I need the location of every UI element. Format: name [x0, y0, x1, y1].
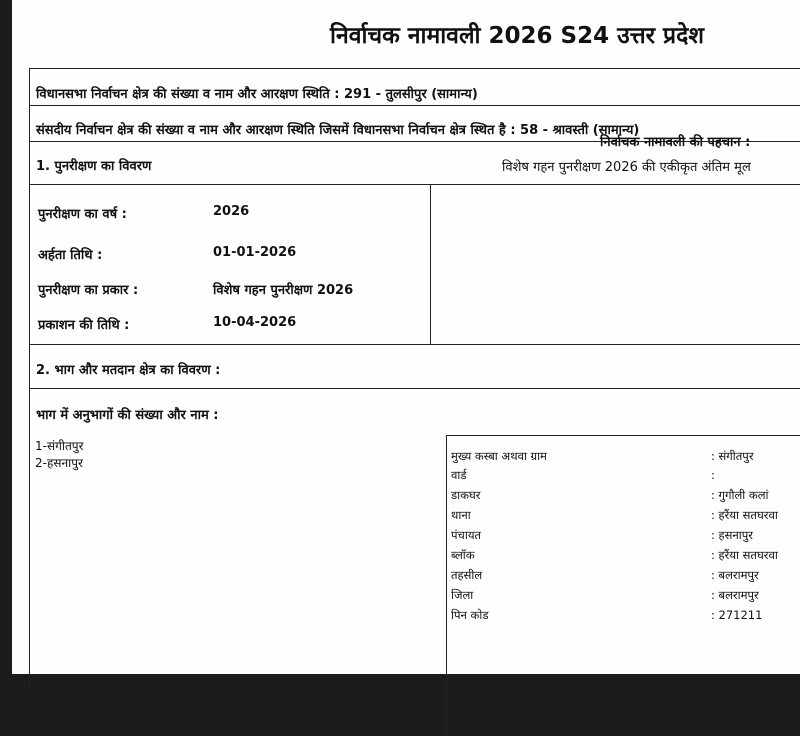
detail-label: थाना	[451, 508, 471, 522]
assembly-constituency-text: विधानसभा निर्वाचन क्षेत्र की संख्या व नाम और आरक्षण स्थिति : 291 - तुलसीपुर (सामान्य)	[36, 87, 478, 102]
detail-value: :	[711, 468, 715, 482]
column-divider	[430, 184, 431, 344]
detail-value: : संगीतपुर	[711, 449, 754, 463]
detail-value: : गुगौली कलां	[711, 488, 769, 502]
revision-type-label: पुनरीक्षण का प्रकार :	[38, 283, 139, 298]
roll-identification-title: निर्वाचक नामावली की पहचान :	[600, 135, 751, 150]
qualifying-date-value: 01-01-2026	[213, 245, 297, 260]
detail-label: ब्लॉक	[451, 548, 475, 562]
polling-area-details	[446, 435, 800, 736]
page-title: निर्वाचक नामावली 2026 S24 उत्तर प्रदेश	[330, 23, 704, 49]
detail-label: मुख्य कस्बा अथवा ग्राम	[451, 449, 547, 463]
divider	[30, 105, 800, 106]
part-heading: 2. भाग और मतदान क्षेत्र का विवरण :	[36, 363, 221, 378]
qualifying-date-label: अर्हता तिथि :	[38, 248, 103, 263]
detail-label: जिला	[451, 588, 474, 602]
detail-label: तहसील	[451, 568, 483, 582]
detail-value: : हरैंया सतघरवा	[711, 508, 778, 522]
sections-list	[35, 438, 84, 472]
detail-value: : हरैंया सतघरवा	[711, 548, 778, 562]
sections-heading: भाग में अनुभागों की संख्या और नाम :	[36, 408, 219, 423]
detail-label: वार्ड	[451, 468, 467, 482]
divider	[30, 344, 800, 345]
revision-year-value: 2026	[213, 204, 250, 219]
divider	[30, 184, 800, 185]
publication-date-value: 10-04-2026	[213, 315, 297, 330]
revision-year-label: पुनरीक्षण का वर्ष :	[38, 207, 127, 222]
revision-heading: 1. पुनरीक्षण का विवरण	[36, 159, 152, 174]
detail-value: : बलरामपुर	[711, 588, 759, 602]
divider	[30, 388, 800, 389]
publication-date-label: प्रकाशन की तिथि :	[38, 318, 130, 333]
parliamentary-constituency-text: संसदीय निर्वाचन क्षेत्र की संख्या व नाम और आरक्षण स्थिति जिसमें विधानसभा निर्वाचन क्षेत्र स्थित है : 58 - श्रावस्ती (सामान्य)	[36, 123, 640, 138]
revision-type-value: विशेष गहन पुनरीक्षण 2026	[213, 283, 354, 298]
document-page	[12, 0, 800, 674]
list-item: 1-संगीतपुर	[35, 439, 84, 453]
list-item: 2-हसनापुर	[35, 456, 83, 470]
detail-value: : बलरामपुर	[711, 568, 759, 582]
detail-label: पिन कोड	[451, 608, 489, 622]
detail-label: डाकघर	[451, 488, 481, 502]
detail-value: : हसनापुर	[711, 528, 754, 542]
detail-value: : 271211	[711, 608, 763, 622]
roll-identification-text: विशेष गहन पुनरीक्षण 2026 की एकीकृत अंतिम मूल	[502, 160, 751, 175]
detail-label: पंचायत	[451, 528, 482, 542]
